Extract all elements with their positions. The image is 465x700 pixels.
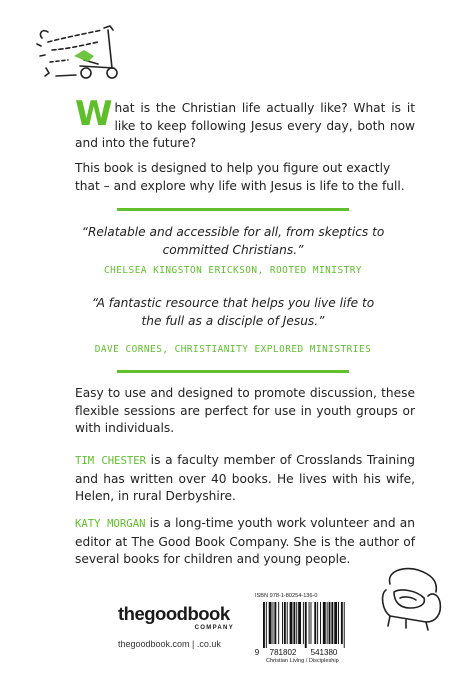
endorsement-quote-2: “A fantastic resource that helps you live life to the full as a disciple of Jesus.” xyxy=(91,296,375,328)
endorsement-attribution-2: DAVE CORNES, CHRISTIANITY EXPLORED MINISTRIES xyxy=(94,344,372,355)
divider-bottom xyxy=(117,370,349,373)
endorsement-attribution-1: CHELSEA KINGSTON ERICKSON, ROOTED MINISTRY xyxy=(103,265,363,276)
description: Easy to use and designed to promote discussion, these flexible sessions are perfect for use in youth groups or with individuals. xyxy=(75,386,415,436)
barcode-bar xyxy=(314,602,316,644)
barcode-bar xyxy=(269,602,272,644)
barcode xyxy=(253,592,349,670)
endorsement-quote-1: “Relatable and accessible for all, from skeptics to committed Christians.” xyxy=(81,225,385,257)
barcode-bar xyxy=(331,602,333,644)
intro-paragraph-2: This book is designed to help you figure out exactly that – and explore why life with Jesus is life to the full. xyxy=(75,161,405,193)
publisher-logo-company: COMPANY xyxy=(194,625,234,631)
scooter-sketch-illustration xyxy=(28,16,128,91)
barcode-number-lead: 9 xyxy=(254,648,260,657)
barcode-bar xyxy=(284,602,286,644)
barcode-bar xyxy=(278,602,279,644)
barcode-bar xyxy=(334,602,337,644)
barcode-bar xyxy=(296,602,297,644)
barcode-bar xyxy=(303,602,304,644)
barcode-bar xyxy=(273,602,274,644)
author-bio-1 xyxy=(75,452,415,506)
category-text: Christian Living / Discipleship xyxy=(266,658,339,664)
drop-cap: W xyxy=(75,94,113,134)
barcode-number-group-1: 781802 xyxy=(269,648,297,657)
barcode-bar xyxy=(263,602,265,648)
barcode-bar xyxy=(344,602,345,648)
barcode-bar xyxy=(274,602,276,644)
isbn-text: ISBN 978-1-80254-136-0 xyxy=(255,593,318,599)
barcode-bar xyxy=(323,602,326,644)
author-bio-2 xyxy=(75,515,415,569)
intro-text: hat is the Christian life actually like? What is it like to keep following Jesus every day, both now and into the future? xyxy=(75,101,415,151)
barcode-bar xyxy=(282,602,283,644)
barcode-bars xyxy=(253,602,349,658)
author-name-1: TIM CHESTER xyxy=(75,455,146,467)
publisher-website: thegoodbook.com | .co.uk xyxy=(118,639,221,649)
barcode-bar xyxy=(305,602,307,648)
barcode-bar xyxy=(298,602,301,644)
barcode-bar xyxy=(327,602,328,644)
barcode-bar xyxy=(338,602,339,644)
author-bio-text-2: is a long-time youth work volunteer and an editor at The Good Book Company. She is the author of several books for children and young people. xyxy=(75,516,415,567)
barcode-bar xyxy=(309,602,310,644)
publisher-logo-word: thegoodbook xyxy=(118,603,230,624)
barcode-bar xyxy=(341,602,343,644)
barcode-bar xyxy=(266,602,267,648)
barcode-bar xyxy=(320,602,321,644)
publisher-logo xyxy=(118,603,238,639)
armchair-sketch-illustration xyxy=(376,564,448,634)
author-name-2: KATY MORGAN xyxy=(75,518,146,530)
barcode-bar xyxy=(287,602,288,644)
author-bio-text-1: is a faculty member of Crosslands Training and has written over 40 books. He lives with his wife, Helen, in rural Derbyshire. xyxy=(75,453,415,504)
barcode-bar xyxy=(317,602,318,644)
barcode-bar xyxy=(293,602,295,644)
barcode-number-group-2: 541380 xyxy=(310,648,338,657)
intro-paragraph xyxy=(75,94,415,153)
barcode-bar xyxy=(311,602,312,644)
barcode-bar xyxy=(290,602,293,644)
divider-top xyxy=(117,208,349,211)
barcode-bar xyxy=(329,602,331,644)
